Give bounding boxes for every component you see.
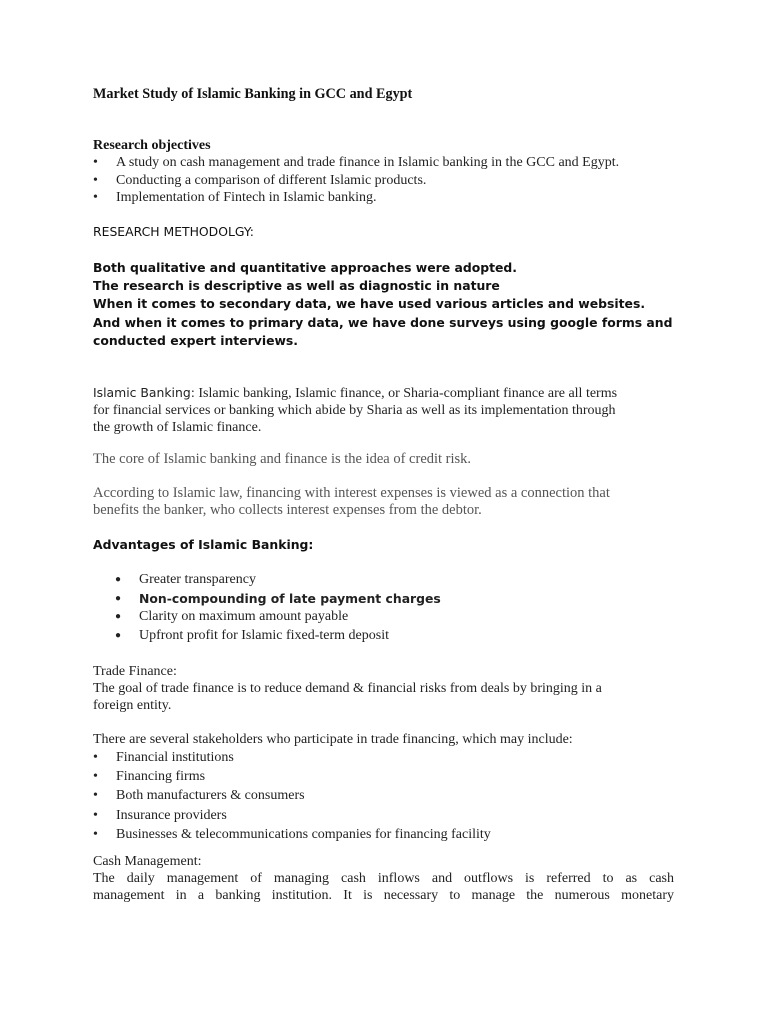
paragraph-line: benefits the banker, who collects interest expenses from the debtor. — [93, 502, 482, 518]
trade-finance-heading: Trade Finance: — [93, 664, 177, 679]
bullet-icon: • — [93, 807, 98, 823]
bullet-icon: ● — [115, 629, 122, 641]
list-item-text: Businesses & telecommunications companies for financing facility — [116, 826, 491, 842]
list-item-text: Upfront profit for Islamic fixed-term deposit — [139, 627, 389, 643]
advantages-heading: Advantages of Islamic Banking: — [93, 537, 314, 552]
list-item-text: Greater transparency — [139, 572, 256, 587]
trade-finance-section — [93, 663, 678, 714]
islamic-banking-label: Islamic Banking: — [93, 385, 195, 400]
paragraph-line: foreign entity. — [93, 698, 172, 713]
bullet-icon: • — [93, 788, 98, 804]
paragraph-line: for financial services or banking which abide by Sharia as well as its implementation through — [93, 403, 616, 418]
document-title: Market Study of Islamic Banking in GCC and Egypt — [93, 86, 413, 102]
bullet-icon: • — [93, 826, 98, 842]
cash-management-heading: Cash Management: — [93, 854, 202, 869]
stakeholders-intro: There are several stakeholders who participate in trade financing, which may include: — [93, 732, 573, 747]
paragraph-line: Islamic banking, Islamic finance, or Sharia-compliant finance are all terms — [194, 386, 618, 401]
paragraph-line: management in a banking institution. It is necessary to manage the numerous monetary — [93, 888, 674, 903]
list-item-text: Clarity on maximum amount payable — [139, 609, 349, 624]
bullet-icon: • — [93, 155, 98, 170]
bullet-icon: • — [93, 172, 98, 188]
bullet-icon: ● — [115, 592, 122, 604]
list-item-text: Conducting a comparison of different Islamic products. — [116, 172, 427, 188]
methodology-line: When it comes to secondary data, we have used various articles and websites. — [93, 296, 646, 312]
bullet-icon: • — [93, 750, 98, 765]
objectives-heading: Research objectives — [93, 138, 211, 153]
paragraph-line: The daily management of managing cash inflows and outflows is referred to as cash — [93, 871, 674, 886]
bullet-icon: • — [93, 769, 98, 785]
paragraph-line: According to Islamic law, financing with interest expenses is viewed as a connection that — [93, 485, 610, 501]
methodology-line: Both qualitative and quantitative approaches were adopted. — [93, 260, 518, 275]
methodology-line: And when it comes to primary data, we have done surveys using google forms and — [93, 314, 673, 330]
cash-management-section — [93, 853, 678, 904]
methodology-text — [93, 259, 693, 350]
paragraph-line: The goal of trade finance is to reduce demand & financial risks from deals by bringing in a — [93, 681, 602, 696]
list-item-text: Non-compounding of late payment charges — [139, 590, 441, 606]
list-item-text: Implementation of Fintech in Islamic banking. — [116, 190, 377, 205]
methodology-line: conducted expert interviews. — [93, 332, 299, 348]
list-item-text: A study on cash management and trade finance in Islamic banking in the GCC and Egypt. — [116, 155, 620, 170]
paragraph-line: the growth of Islamic finance. — [93, 420, 262, 435]
methodology-heading: RESEARCH METHODOLGY: — [93, 224, 254, 239]
methodology-line: The research is descriptive as well as diagnostic in nature — [93, 278, 500, 294]
bullet-icon: • — [93, 190, 98, 205]
bullet-icon: ● — [115, 574, 122, 585]
islamic-law-paragraph — [93, 485, 610, 519]
list-item-text: Both manufacturers & consumers — [116, 788, 305, 804]
list-item-text: Financing firms — [116, 769, 206, 785]
bullet-icon: ● — [115, 611, 122, 622]
islamic-banking-paragraph — [93, 384, 678, 436]
list-item-text: Insurance providers — [116, 807, 227, 823]
core-paragraph: The core of Islamic banking and finance is the idea of credit risk. — [93, 451, 472, 467]
list-item-text: Financial institutions — [116, 750, 234, 765]
